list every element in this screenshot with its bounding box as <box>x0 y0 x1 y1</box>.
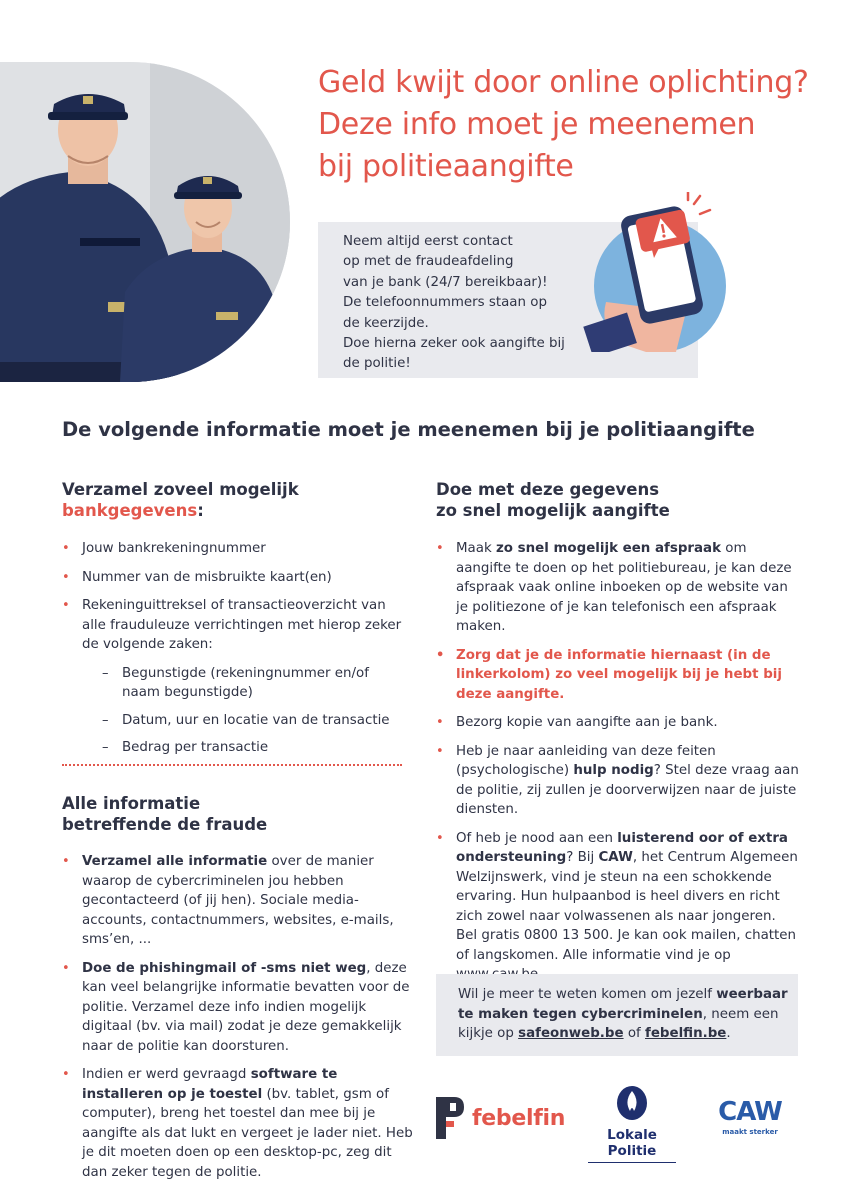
more-info-text-part: . <box>726 1026 731 1041</box>
safeonweb-link[interactable]: safeonweb.be <box>518 1026 624 1041</box>
infobox-line: Neem altijd eerst contact <box>343 234 513 249</box>
more-info-text-part: , neem een kijkje op <box>458 1006 779 1041</box>
lokale-politie-wordmark: Lokale Politie <box>607 1127 657 1159</box>
police-flame-icon <box>612 1085 652 1121</box>
list-item: • Jouw bankrekeningnummer <box>62 539 402 559</box>
infobox-line: De telefoonnummers staan op <box>343 295 547 311</box>
caw-tagline: maakt sterker <box>722 1128 778 1136</box>
list-item <box>62 596 402 758</box>
fraud-info-heading <box>62 793 402 835</box>
page-headline <box>318 62 838 188</box>
dotted-divider <box>62 764 402 766</box>
list-item-text: Heb je naar aanleiding van deze feiten (psychologische) <box>456 743 716 778</box>
headline-line-2: Deze info moet je meenemen <box>318 107 756 142</box>
caw-logo <box>708 1098 792 1136</box>
list-item: • Nummer van de misbruikte kaart(en) <box>62 568 402 588</box>
febelfin-mark-icon <box>436 1097 464 1139</box>
list-item <box>62 959 414 1057</box>
sub-list-item: – Begunstigde (rekeningnummer en/of naam begunstigde) <box>82 664 402 703</box>
headline-line-3: bij politieaangifte <box>318 149 574 184</box>
fraud-heading-line-2: betreffende de fraude <box>62 815 268 834</box>
transaction-details-list <box>82 664 402 758</box>
report-heading <box>436 479 798 521</box>
police-officers-photo <box>0 62 290 382</box>
list-item <box>436 742 800 820</box>
list-item-text: ? Stel deze vraag aan de politie, zij zullen je doorverwijzen naar de juiste diensten. <box>456 763 799 817</box>
lokale-politie-logo <box>582 1085 682 1163</box>
list-item-text: , deze kan veel belangrijke informatie bevatten voor de politie. Verzamel deze info indien mogelijk digitaal (bv. via mail) zodat je deze gemakkelijk naar de politie kan doorsturen. <box>82 960 410 1054</box>
febelfin-link[interactable]: febelfin.be <box>645 1026 727 1041</box>
bank-heading-highlight: bankgegevens <box>62 501 198 520</box>
infobox-line: de keerzijde. <box>343 315 429 331</box>
list-item-text: Rekeninguittreksel of transactieoverzicht van alle frauduleuze verrichtingen met hierop zeker de volgende zaken: <box>82 598 402 652</box>
section-title: De volgende informatie moet je meenemen bij je politiaangifte <box>62 418 755 441</box>
signal-lines-icon <box>688 192 710 214</box>
list-item-bold: hulp nodig <box>573 763 654 778</box>
list-item-bold: software te installeren op je toestel <box>82 1067 338 1102</box>
bank-heading-line-1: Verzamel zoveel mogelijk <box>62 480 299 499</box>
more-info-text-part: Wil je meer te weten komen om jezelf <box>458 987 717 1002</box>
list-item-text: ? Bij <box>566 850 599 865</box>
list-item <box>436 539 800 637</box>
logo-underline <box>588 1162 676 1163</box>
list-item-bold: zo snel mogelijk een afspraak <box>495 541 721 556</box>
list-item-text: Of heb je nood aan een <box>456 830 618 846</box>
bank-contact-text <box>343 232 593 375</box>
headline-line-1: Geld kwijt door online oplichting? <box>318 65 809 100</box>
list-item-bold: Doe de phishingmail of -sms niet weg <box>82 960 367 976</box>
list-item-text: Maak <box>456 541 496 556</box>
list-item-text: over de manier waarop de cybercriminelen jou hebben gecontacteerd (of jij hen). Sociale media-accounts, contactnummers, websites, e-mails, sms’en, ... <box>82 854 394 947</box>
list-item <box>62 1065 414 1182</box>
sub-list-item: – Datum, uur en locatie van de transactie <box>82 711 402 731</box>
list-item: • Bezorg kopie van aangifte aan je bank. <box>436 713 800 733</box>
list-item-text: om aangifte te doen op het politiebureau, je kan deze afspraak vaak online inboeken op de website van je politiezone of je kan telefonisch een afspraak maken. <box>456 541 792 634</box>
sub-list-item: – Bedrag per transactie <box>82 738 402 758</box>
list-item <box>62 852 414 950</box>
report-heading-line-1: Doe met deze gegevens <box>436 480 660 499</box>
list-item-highlight: • Zorg dat je de informatie hiernaast (in de linkerkolom) zo veel mogelijk bij je hebt bij deze aangifte. <box>436 646 800 705</box>
list-item-text: , het Centrum Algemeen Welzijnswerk, vind je steun na een schokkende ervaring. Hun hulpaanbod is heel divers en richt zich zowel naar volwassenen als naar jongeren. Bel gratis 0800 13 500. Je kan ook mailen, chatten of langskomen. Alle informatie vind je op <box>456 850 798 963</box>
list-item-bold: luisterend oor of extra ondersteuning <box>456 830 788 865</box>
infobox-line: van je bank (24/7 bereikbaar)! <box>343 274 548 290</box>
infobox-line: Doe hierna zeker ook aangifte bij <box>343 336 565 352</box>
list-item-bold: CAW <box>598 850 633 865</box>
list-item-text: (bv. tablet, gsm of computer), breng het toestel dan mee bij je aangifte als dat lukt en vergeet je lader niet. Heb je dit moeten doen op een desktop-pc, zeg dit dan zeker tegen de politie. <box>82 1086 413 1180</box>
report-steps-list <box>436 539 800 994</box>
more-info-text-part: of <box>623 1026 645 1041</box>
list-item <box>436 829 800 985</box>
caw-wordmark: CAW <box>718 1097 782 1127</box>
list-item-text: Indien er werd gevraagd <box>82 1067 251 1082</box>
more-info-bold: weerbaar te maken tegen cybercriminelen <box>458 987 788 1022</box>
infobox-line: de politie! <box>343 356 411 372</box>
list-item-bold: Verzamel alle informatie <box>82 854 268 869</box>
bank-heading-colon: : <box>197 501 204 520</box>
febelfin-wordmark: febelfin <box>472 1105 566 1131</box>
fraud-heading-line-1: Alle informatie <box>62 794 201 813</box>
infobox-line: op met de fraudeafdeling <box>343 254 514 270</box>
fraud-info-list <box>62 852 414 1191</box>
more-info-text <box>458 985 788 1044</box>
febelfin-logo <box>436 1095 565 1141</box>
bank-data-list <box>62 539 402 767</box>
report-heading-line-2: zo snel mogelijk aangifte <box>436 501 670 520</box>
phone-alert-icon <box>576 192 736 352</box>
bank-data-heading <box>62 479 402 521</box>
